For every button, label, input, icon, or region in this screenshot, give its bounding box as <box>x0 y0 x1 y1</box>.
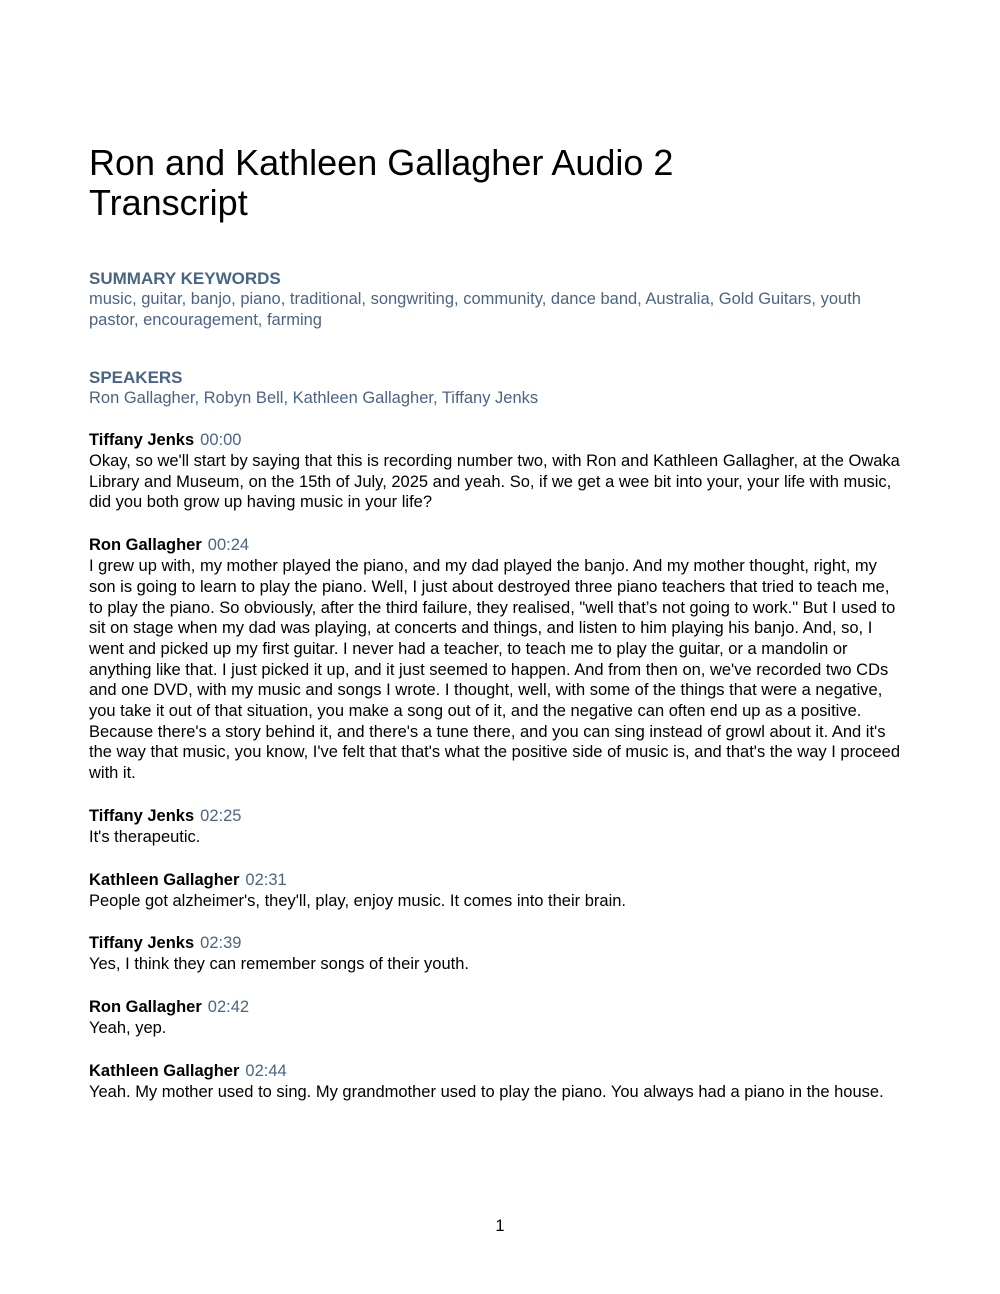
transcript-entry <box>89 535 905 784</box>
entry-header <box>89 430 905 451</box>
speaker-name: Tiffany Jenks <box>89 934 195 953</box>
summary-keywords-heading: SUMMARY KEYWORDS <box>89 269 281 288</box>
document-title <box>89 143 911 223</box>
transcript-entry <box>89 933 905 975</box>
timestamp: 02:42 <box>207 997 250 1016</box>
page-number: 1 <box>495 1217 505 1235</box>
entry-text: Yeah, yep. <box>89 1018 167 1037</box>
speakers-heading: SPEAKERS <box>89 368 183 387</box>
speakers-section <box>89 367 911 409</box>
entry-header <box>89 933 905 954</box>
speaker-name: Kathleen Gallagher <box>89 1061 240 1080</box>
transcript-entry <box>89 806 905 848</box>
title-line-2: Transcript <box>89 182 248 223</box>
entry-text: It's therapeutic. <box>89 827 201 846</box>
entry-text: Yes, I think they can remember songs of their youth. <box>89 955 470 974</box>
title-line-1: Ron and Kathleen Gallagher Audio 2 <box>89 142 674 183</box>
speaker-name: Tiffany Jenks <box>89 806 195 825</box>
speaker-name: Tiffany Jenks <box>89 431 195 449</box>
entry-header <box>89 1061 905 1082</box>
entry-text: People got alzheimer's, they'll, play, enjoy music. It comes into their brain. <box>89 891 626 910</box>
timestamp: 02:31 <box>245 870 287 889</box>
timestamp: 00:00 <box>200 431 242 449</box>
transcript-entry <box>89 1061 905 1103</box>
transcript-body <box>89 430 905 1124</box>
speakers-list: Ron Gallagher, Robyn Bell, Kathleen Gallagher, Tiffany Jenks <box>89 389 539 407</box>
speaker-name: Kathleen Gallagher <box>89 870 240 889</box>
entry-header <box>89 997 905 1018</box>
timestamp: 02:39 <box>200 934 242 953</box>
transcript-entry <box>89 870 905 912</box>
entry-text: I grew up with, my mother played the piano, and my dad played the banjo. And my mother thought, right, my son is going to learn to play the piano. Well, I just about destroyed three piano teachers that tried to teach me, to play the piano. So obviously, after the third failure, they realised, "well that’s not going to work." But I used to sit on stage when my dad was playing, at concerts and things, and listen to him playing his banjo. And, so, I went and picked up my first guitar. I never had a teacher, to teach me to play the guitar, or a mandolin or anything like that. I just picked it up, and it just seemed to happen. And from then on, we've recorded two CDs and one DVD, with my music and songs I wrote. I thought, well, with some of the things that were a negative, you take it out of that situation, you make a song out of it, and the negative can often end up as a positive. Because there's a story behind it, and there's a tune there, and you can sing instead of growl about it. And it's the way that music, you know, I've felt that that's what the positive side of music is, and that's the way I proceed with it. <box>89 557 901 783</box>
speaker-name: Ron Gallagher <box>89 536 202 555</box>
summary-keywords-text: music, guitar, banjo, piano, traditional, songwriting, community, dance band, Australia, Gold Guitars, youth pastor, encouragement, farming <box>89 290 861 329</box>
entry-text: Okay, so we'll start by saying that this is recording number two, with Ron and Kathleen Gallagher, at the Owaka Library and Museum, on the 15th of July, 2025 and yeah. So, if we get a wee bit into your, your life with music, did you both grow up having music in your life? <box>89 452 900 512</box>
timestamp: 02:44 <box>245 1061 287 1080</box>
speaker-name: Ron Gallagher <box>89 997 202 1016</box>
entry-header <box>89 806 905 827</box>
entry-text: Yeah. My mother used to sing. My grandmother used to play the piano. You always had a piano in the house. <box>89 1082 884 1101</box>
entry-header <box>89 870 905 891</box>
transcript-entry <box>89 997 905 1039</box>
timestamp: 02:25 <box>200 806 242 825</box>
summary-keywords-section <box>89 268 911 331</box>
transcript-entry <box>89 430 905 513</box>
entry-header <box>89 535 905 556</box>
timestamp: 00:24 <box>207 536 250 555</box>
